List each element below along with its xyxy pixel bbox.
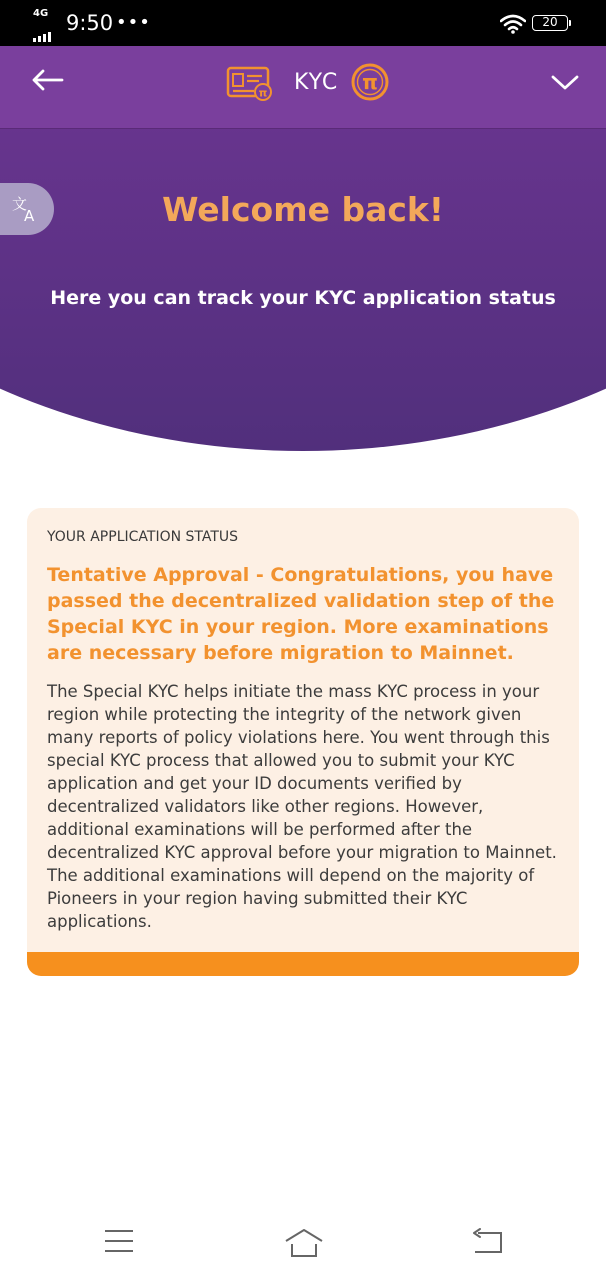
- svg-text:π: π: [362, 70, 378, 94]
- page-title: KYC: [294, 70, 339, 95]
- back-button[interactable]: [28, 66, 68, 106]
- signal-bars-icon: [33, 23, 53, 42]
- wifi-icon: [500, 14, 526, 34]
- menu-icon: [104, 1228, 134, 1254]
- welcome-banner: [0, 129, 606, 459]
- more-notifications-icon: •••: [116, 12, 151, 33]
- chevron-down-icon: [548, 68, 582, 102]
- home-button[interactable]: [284, 1228, 324, 1262]
- welcome-heading: Welcome back!: [162, 190, 444, 229]
- return-button[interactable]: [472, 1228, 504, 1258]
- battery-indicator: 20: [532, 15, 568, 31]
- expand-menu-button[interactable]: [548, 68, 582, 102]
- status-bar: [0, 0, 606, 46]
- home-icon: [284, 1228, 324, 1258]
- network-type: 4G: [33, 8, 49, 19]
- status-accent-bar: [27, 952, 579, 976]
- app-header: [0, 46, 606, 129]
- status-headline: Tentative Approval - Congratulations, you have passed the decentralized validation step of the Special KYC in your region. More examinations are necessary before migration to Mainnet.: [47, 564, 555, 664]
- welcome-subtitle: Here you can track your KYC application status: [50, 287, 556, 309]
- id-card-icon: [226, 66, 274, 102]
- system-navigation-bar: [0, 1210, 606, 1280]
- application-status-card: [27, 508, 579, 976]
- svg-text:A: A: [24, 207, 35, 224]
- status-label: YOUR APPLICATION STATUS: [47, 529, 239, 545]
- svg-text:π: π: [258, 86, 268, 100]
- clock: 9:50: [66, 11, 114, 35]
- menu-button[interactable]: [104, 1228, 134, 1258]
- back-icon: [472, 1228, 504, 1254]
- svg-text:文: 文: [12, 195, 28, 213]
- signal-indicator: [33, 9, 55, 35]
- arrow-left-icon: [28, 66, 68, 106]
- pi-coin-icon: [351, 63, 389, 101]
- status-description: The Special KYC helps initiate the mass KYC process in your region while protecting the integrity of the network given many reports of policy violations here. You went through this special KYC process that allowed you to submit your KYC application and get your ID documents verified by decentralized validators like other regions. However, additional examinations will be performed after the decentralized KYC approval before your migration to Mainnet. The additional examinations will depend on the majority of Pioneers in your region having submitted their KYC applications.: [47, 682, 557, 931]
